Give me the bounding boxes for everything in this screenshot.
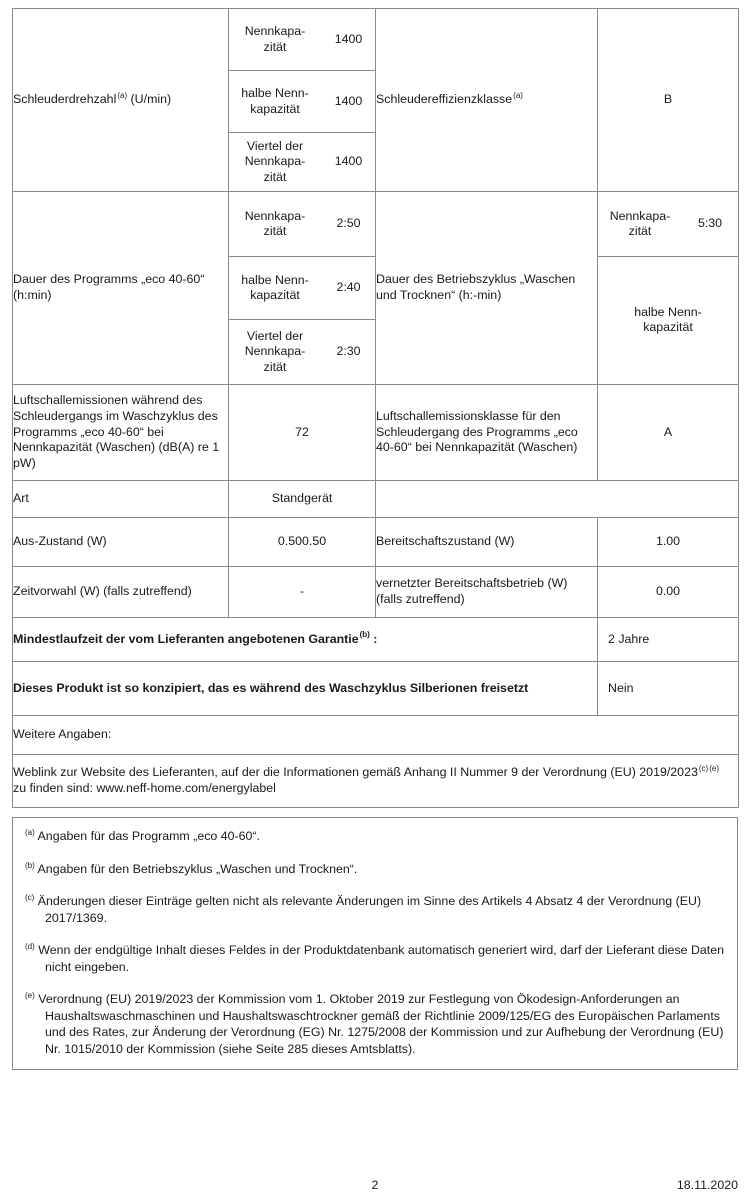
- page-number: 2: [371, 1178, 379, 1192]
- table-row-off-standby: [13, 518, 739, 567]
- subrow-value: 5:30: [682, 193, 738, 257]
- table-row-warranty: [13, 618, 739, 662]
- spin-efficiency-value: B: [598, 9, 739, 192]
- subrow-label: [229, 257, 321, 320]
- spin-speed-subtable: [229, 10, 376, 191]
- silver-ions-value: Nein: [598, 662, 739, 716]
- subrow-value: 1400: [321, 10, 376, 71]
- footnote-b: [25, 861, 725, 878]
- weblink-text-before: Weblink zur Website des Lieferanten, auf der die Informationen gemäß Anhang II Nummer 9 der Verordnung (EU) 2019/2023: [13, 765, 698, 780]
- spin-speed-label: Schleuderdrehzahl: [13, 92, 117, 107]
- footnote-e-text: Verordnung (EU) 2019/2023 der Kommission vom 1. Oktober 2019 zur Festlegung von Ökodesign-Anforderungen an Haushaltswaschmaschinen und Haushaltswaschtrockner gemäß der Richtlinie 2009/125/EG des Europäischen Parlaments und des Rates, zur Änderung der Verordnung (EG) Nr. 1275/2008 der Kommission und zur Aufhebung der Verordnung (EU) Nr. 1015/2010 der Kommission (siehe Seite 285 dieses Amtsblatts).: [38, 992, 724, 1056]
- warranty-label-cell: [13, 618, 598, 662]
- subrow-nominal: [598, 193, 738, 257]
- noise-emissions-label: Luftschallemissionen während des Schleudergangs im Waschzyklus des Programms „eco 40-60“ bei Nennkapazität (Waschen) (dB(A) re 1 pW): [13, 385, 229, 481]
- footnotes-box: [12, 817, 738, 1070]
- type-label: Art: [13, 481, 229, 518]
- subrow-quarter: [229, 320, 376, 384]
- spin-speed-label-cell: [13, 9, 229, 192]
- subrow-value: 1400: [321, 71, 376, 133]
- spin-speed-capacity-cell: [229, 9, 376, 192]
- off-mode-label: Aus-Zustand (W): [13, 518, 229, 567]
- subrow-half: [229, 257, 376, 320]
- delay-start-label: Zeitvorwahl (W) (falls zutreffend): [13, 567, 229, 618]
- footnote-ref-a: (a): [513, 90, 523, 100]
- footnote-d-text: Wenn der endgültige Inhalt dieses Feldes in der Produktdatenbank automatisch generiert wird, darf der Lieferant diese Daten nicht eingeben.: [38, 943, 725, 974]
- subrow-value: 2:40: [321, 257, 376, 320]
- standby-label: Bereitschaftszustand (W): [376, 518, 598, 567]
- networked-standby-label: vernetzter Bereitschaftsbetrieb (W) (falls zutreffend): [376, 567, 598, 618]
- noise-class-value: A: [598, 385, 739, 481]
- footnote-ref-b: (b): [359, 630, 370, 640]
- warranty-value: 2 Jahre: [598, 618, 739, 662]
- subrow-label-text: Nennkapa- zität: [244, 24, 306, 54]
- noise-emissions-value: 72: [229, 385, 376, 481]
- table-row-weblink: [13, 755, 739, 808]
- subrow-label-text: Nennkapa- zität: [244, 208, 306, 239]
- table-row-type: [13, 481, 739, 518]
- footnote-ref-e: (e): [709, 764, 719, 773]
- subrow-label: [229, 71, 321, 133]
- page-date: 18.11.2020: [676, 1178, 738, 1192]
- subrow-label-text: halbe Nenn- kapazität: [241, 86, 309, 116]
- footnote-e-mark: (e): [25, 990, 35, 1000]
- program-duration-label-cell: Dauer des Programms „eco 40-60“ (h:min): [13, 192, 229, 385]
- footnote-ref-c: (c): [698, 764, 709, 773]
- weblink-cell[interactable]: [13, 755, 739, 808]
- page-footer: [0, 1178, 750, 1198]
- subrow-label-text: Viertel der Nennkapa- zität: [244, 328, 306, 374]
- subrow-value: 2:50: [321, 193, 376, 257]
- subrow-label-text: Nennkapa- zität: [609, 208, 671, 239]
- spin-efficiency-label-cell: [376, 9, 598, 192]
- footnote-b-text: Angaben für den Betriebszyklus „Waschen und Trocknen“.: [37, 861, 358, 876]
- type-empty-cell: [376, 481, 739, 518]
- subrow-half: [598, 257, 738, 384]
- warranty-label-suffix: :: [369, 631, 378, 646]
- cycle-duration-capacity-cell: [598, 192, 739, 385]
- subrow-half: [229, 71, 376, 133]
- program-duration-subtable: [229, 193, 376, 384]
- standby-value: 1.00: [598, 518, 739, 567]
- subrow-label: [229, 193, 321, 257]
- subrow-quarter: [229, 133, 376, 191]
- footnote-c-mark: (c): [25, 892, 35, 902]
- cycle-duration-subtable: [598, 193, 738, 384]
- product-datasheet-table: [12, 8, 739, 808]
- subrow-label: [229, 320, 321, 384]
- table-row-delay-networked: [13, 567, 739, 618]
- subrow-label-text: halbe Nenn- kapazität: [241, 272, 309, 302]
- weblink-text-after: zu finden sind: www.neff-home.com/energylabel: [13, 781, 276, 795]
- table-row-spin-speed: [13, 9, 739, 192]
- off-mode-value: 0.500.50: [229, 518, 376, 567]
- subrow-label: [598, 193, 682, 257]
- spin-efficiency-label: Schleudereffizienzklasse: [376, 92, 513, 107]
- subrow-value: 2:30: [336, 343, 361, 358]
- networked-standby-value: 0.00: [598, 567, 739, 618]
- footnote-a-mark: (a): [25, 827, 35, 837]
- subrow-label-text: halbe Nenn- kapazität: [634, 304, 702, 335]
- type-value: Standgerät: [229, 481, 376, 518]
- footnote-ref-a: (a): [117, 90, 128, 100]
- table-row-durations: [13, 192, 739, 385]
- footnote-a: [25, 828, 725, 845]
- further-info-label: Weitere Angaben:: [13, 716, 739, 755]
- table-row-further-info: [13, 716, 739, 755]
- delay-start-value: -: [229, 567, 376, 618]
- subrow-label: [229, 10, 321, 71]
- spin-speed-unit: (U/min): [127, 92, 172, 107]
- footnote-a-text: Angaben für das Programm „eco 40-60“.: [37, 829, 261, 843]
- subrow-label: [598, 257, 738, 384]
- silver-ions-label: Dieses Produkt ist so konzipiert, das es während des Waschzyklus Silberionen freisetzt: [13, 662, 598, 716]
- footnote-d-mark: (d): [25, 941, 35, 951]
- footnote-c: [25, 893, 725, 926]
- program-duration-capacity-cell: [229, 192, 376, 385]
- warranty-label: Mindestlaufzeit der vom Lieferanten angebotenen Garantie: [13, 631, 359, 646]
- subrow-label: [229, 133, 321, 191]
- table-row-noise: [13, 385, 739, 481]
- footnote-b-mark: (b): [25, 860, 35, 870]
- footnote-d: [25, 942, 725, 975]
- noise-class-label: Luftschallemissionsklasse für den Schleudergang des Programms „eco 40-60“ bei Nennkapazität (Waschen): [376, 385, 598, 481]
- footnote-e: [25, 991, 725, 1057]
- subrow-nominal: [229, 193, 376, 257]
- footnote-c-text: Änderungen dieser Einträge gelten nicht als relevante Änderungen im Sinne des Artikels 4 Absatz 4 der Verordnung (EU) 2017/1369.: [37, 894, 702, 925]
- table-row-silver-ions: [13, 662, 739, 716]
- subrow-value: 1400: [334, 153, 363, 168]
- cycle-duration-label-cell: Dauer des Betriebszyklus „Waschen und Trocknen“ (h:-min): [376, 192, 598, 385]
- subrow-nominal: [229, 10, 376, 71]
- subrow-label-text: Viertel der Nennkapa- zität: [244, 138, 306, 184]
